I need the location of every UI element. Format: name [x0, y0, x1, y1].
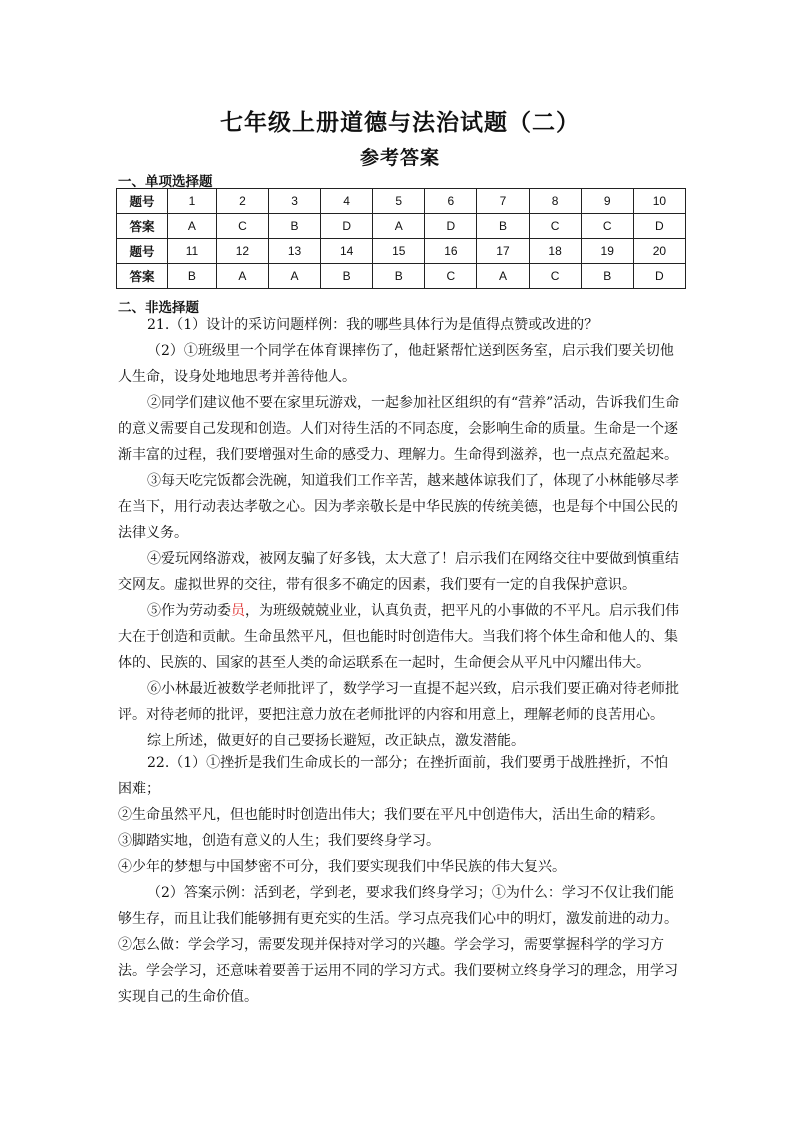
answer-cell: C — [529, 264, 581, 289]
paragraph: ②生命虽然平凡，但也能时时创造出伟大；我们要在平凡中创造伟大，活出生命的精彩。 — [118, 807, 664, 823]
row-label: 答案 — [117, 214, 168, 239]
question-number: 3 — [268, 189, 320, 214]
question-22-answer — [118, 750, 682, 1010]
page-title: 七年级上册道德与法治试题（二） — [220, 110, 580, 136]
highlighted-text: 员 — [231, 603, 245, 619]
question-number: 11 — [168, 239, 217, 264]
paragraph: ②同学们建议他不要在家里玩游戏，一起参加社区组织的有“营养”活动，告诉我们生命的意义需要自己发现和创造。人们对待生活的不同态度，会影响生命的质量。生命是一个逐渐丰富的过程，我们要增强对生命的感受力、理解力。生命得到滋养，也一点点充盈起来。 — [118, 395, 680, 463]
answer-cell: B — [168, 264, 217, 289]
paragraph: 21.（1）设计的采访问题样例：我的哪些具体行为是值得点赞或改进的？ — [147, 317, 599, 333]
row-label: 题号 — [117, 189, 168, 214]
question-number: 6 — [425, 189, 477, 214]
question-number: 16 — [425, 239, 477, 264]
question-number: 4 — [321, 189, 373, 214]
page-subtitle: 参考答案 — [359, 147, 440, 169]
question-number: 18 — [529, 239, 581, 264]
answer-cell: A — [373, 214, 425, 239]
answer-cell: D — [425, 214, 477, 239]
table-row — [117, 189, 686, 214]
answer-cell: C — [425, 264, 477, 289]
paragraph: ④爱玩网络游戏，被网友骗了好多钱，太大意了！启示我们在网络交往中要做到慎重结交网友。虚拟世界的交往，带有很多不确定的因素，我们要有一定的自我保护意识。 — [118, 551, 679, 593]
answer-cell: A — [216, 264, 268, 289]
paragraph: ⑥小林最近被数学老师批评了，数学学习一直提不起兴致，启示我们要正确对待老师批评。对待老师的批评，要把注意力放在老师批评的内容和用意上，理解老师的良苦用心。 — [118, 681, 679, 723]
question-number: 13 — [268, 239, 320, 264]
answer-cell: D — [633, 214, 685, 239]
question-number: 15 — [373, 239, 425, 264]
answer-cell: D — [633, 264, 685, 289]
question-number: 9 — [581, 189, 633, 214]
answer-cell: B — [321, 264, 373, 289]
question-number: 7 — [477, 189, 529, 214]
answer-cell: A — [168, 214, 217, 239]
answer-cell: C — [529, 214, 581, 239]
row-label: 答案 — [117, 264, 168, 289]
question-number: 14 — [321, 239, 373, 264]
question-number: 2 — [216, 189, 268, 214]
question-number: 5 — [373, 189, 425, 214]
answer-cell: B — [477, 214, 529, 239]
answer-cell: A — [268, 264, 320, 289]
question-number: 8 — [529, 189, 581, 214]
question-number: 12 — [216, 239, 268, 264]
text-run: ⑤作为劳动委 — [147, 603, 231, 619]
answer-cell: D — [321, 214, 373, 239]
question-21-answer — [118, 312, 682, 754]
answer-cell: A — [477, 264, 529, 289]
paragraph: ③每天吃完饭都会洗碗，知道我们工作辛苦，越来越体谅我们了，体现了小林能够尽孝在当下，用行动表达孝敬之心。因为孝亲敬长是中华民族的传统美德，也是每个中国公民的法律义务。 — [118, 473, 679, 541]
answer-table — [116, 188, 686, 289]
answer-cell: B — [268, 214, 320, 239]
paragraph: 22.（1）①挫折是我们生命成长的一部分；在挫折面前，我们要勇于战胜挫折，不怕困难； — [118, 755, 669, 797]
question-number: 17 — [477, 239, 529, 264]
section-heading-non-choice: 二、非选择题 — [118, 300, 199, 316]
row-label: 题号 — [117, 239, 168, 264]
question-number: 1 — [168, 189, 217, 214]
answer-cell: C — [216, 214, 268, 239]
answer-cell: B — [581, 264, 633, 289]
section-heading-multiple-choice: 一、单项选择题 — [118, 174, 213, 190]
table-row — [117, 214, 686, 239]
paragraph: （2）答案示例：活到老，学到老，要求我们终身学习；①为什么：学习不仅让我们能够生存，而且让我们能够拥有更充实的生活。学习点亮我们心中的明灯，激发前进的动力。②怎么做：学会学习，需要发现并保持对学习的兴趣。学会学习，需要掌握科学的学习方法。学会学习，还意味着要善于运用不同的学习方式。我们要树立终身学习的理念，用学习实现自己的生命价值。 — [118, 885, 678, 1005]
paragraph — [118, 598, 682, 676]
paragraph: 综上所述，做更好的自己要扬长避短，改正缺点，激发潜能。 — [147, 733, 525, 749]
question-number: 10 — [633, 189, 685, 214]
table-row — [117, 239, 686, 264]
answer-cell: B — [373, 264, 425, 289]
paragraph: ③脚踏实地，创造有意义的人生；我们要终身学习。 — [118, 833, 440, 849]
question-number: 19 — [581, 239, 633, 264]
text-run: ，为班级兢兢业业，认真负责，把平凡的小事做的不平凡。启示我们伟大在于创造和贡献。生命虽然平凡，但也能时时创造伟大。当我们将个体生命和他人的、集体的、民族的、国家的甚至人类的命运联系在一起时，生命便会从平凡中闪耀出伟大。 — [118, 603, 679, 671]
paragraph: ④少年的梦想与中国梦密不可分，我们要实现我们中华民族的伟大复兴。 — [118, 859, 566, 875]
answer-cell: C — [581, 214, 633, 239]
table-row — [117, 264, 686, 289]
question-number: 20 — [633, 239, 685, 264]
paragraph: （2）①班级里一个同学在体育课摔伤了，他赶紧帮忙送到医务室，启示我们要关切他人生命，设身处地地思考并善待他人。 — [118, 343, 674, 385]
